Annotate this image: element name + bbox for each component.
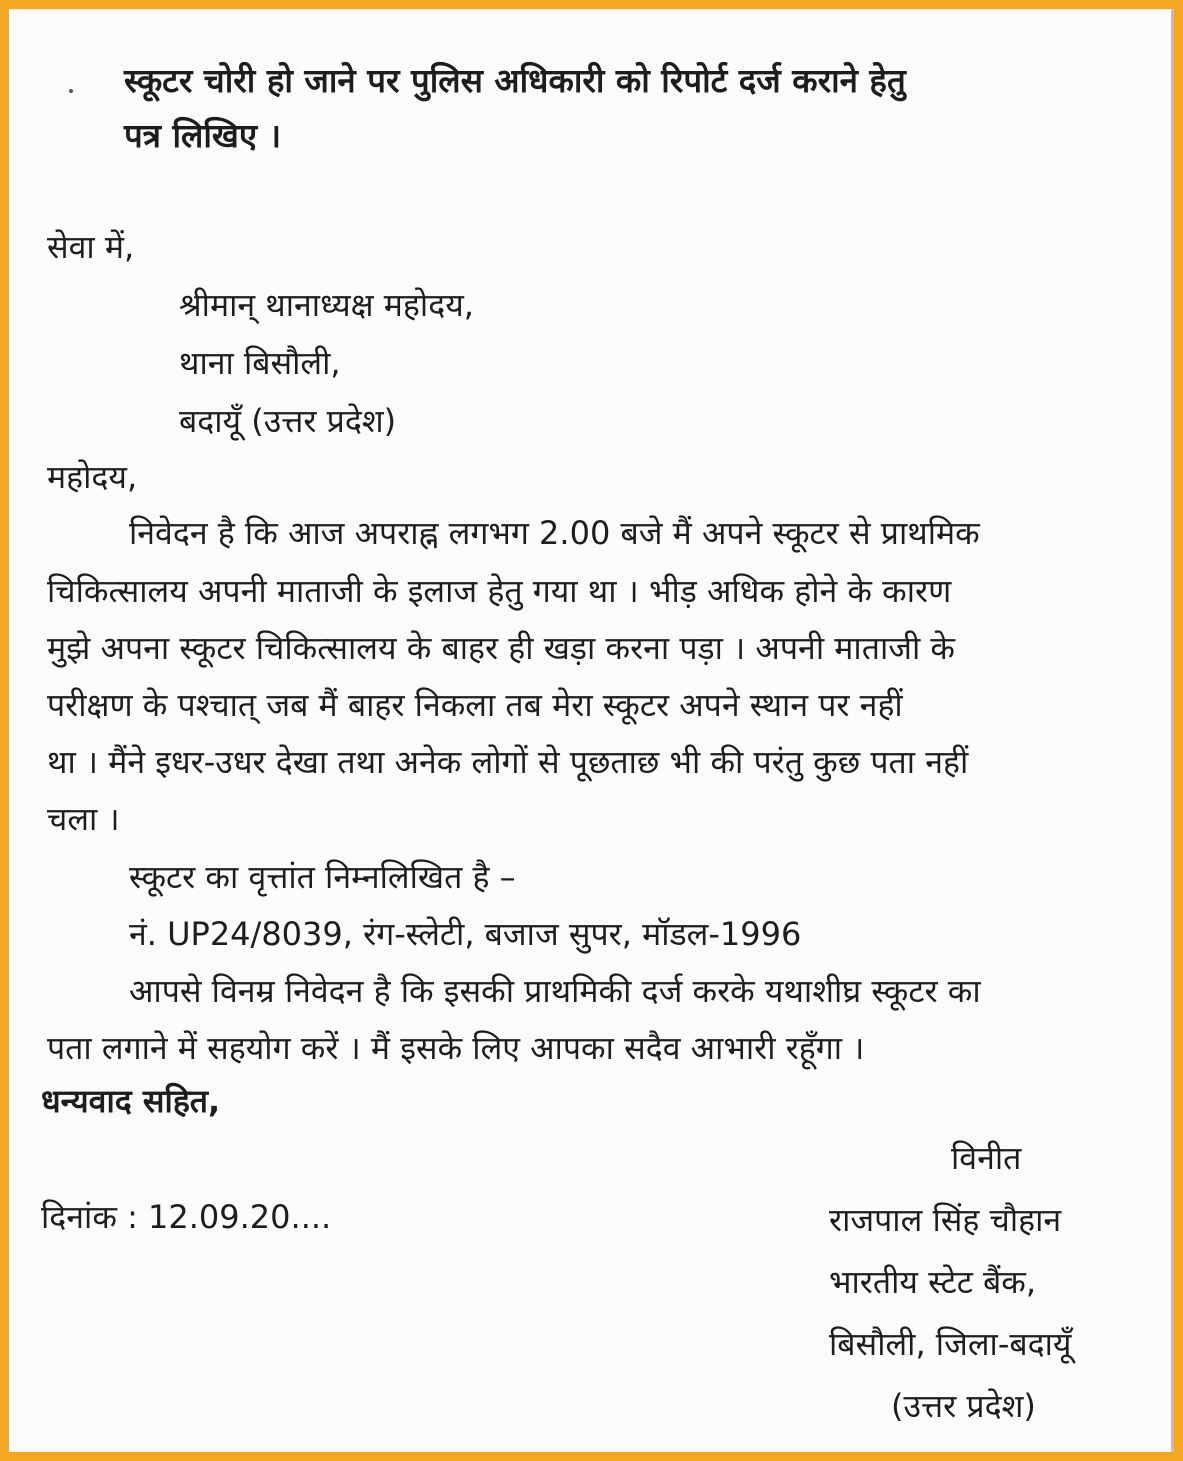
paragraph1-line-5: था । मैंने इधर-उधर देखा तथा अनेक लोगों से पूछताछ भी की परंतु कुछ पता नहीं [47,743,969,781]
paragraph1-line-3: मुझे अपना स्कूटर चिकित्सालय के बाहर ही खड़ा करना पड़ा । अपनी माताजी के [47,629,956,667]
title-line-1: स्कूटर चोरी हो जाने पर पुलिस अधिकारी को रिपोर्ट दर्ज कराने हेतु [124,61,906,100]
signature-name: राजपाल सिंह चौहान [829,1201,1062,1239]
signature-valediction: विनीत [951,1139,1022,1177]
greeting: महोदय, [47,458,138,496]
paragraph2-line-1: आपसे विनम्र निवेदन है कि इसकी प्राथमिकी दर्ज करके यथाशीघ्र स्कूटर का [129,972,981,1010]
salutation-to: सेवा में, [47,228,135,266]
paragraph1-line-6: चला । [47,800,120,838]
address-line-2: थाना बिसौली, [179,344,341,382]
paragraph1-line-4: परीक्षण के पश्चात् जब मैं बाहर निकला तब मेरा स्कूटर अपने स्थान पर नहीं [47,686,903,724]
signature-line-1: भारतीय स्टेट बैंक, [829,1263,1037,1301]
date: दिनांक : 12.09.20.... [41,1198,332,1236]
address-line-3: बदायूँ (उत्तर प्रदेश) [179,402,397,440]
paragraph1-line-1: निवेदन है कि आज अपराह्न लगभग 2.00 बजे मैं अपने स्कूटर से प्राथमिक [129,514,980,552]
paragraph2-line-2: पता लगाने में सहयोग करें । मैं इसके लिए आपका सदैव आभारी रहूँगा । [47,1029,865,1067]
signature-line-2: बिसौली, जिला-बदायूँ [829,1325,1072,1363]
address-line-1: श्रीमान् थानाध्यक्ष महोदय, [179,286,474,324]
details-info: नं. UP24/8039, रंग-स्लेटी, बजाज सुपर, मॉडल-1996 [129,915,802,953]
scan-speck [69,89,73,93]
title-line-2: पत्र लिखिए । [124,116,282,155]
signature-line-3: (उत्तर प्रदेश) [891,1387,1036,1425]
closing: धन्यवाद सहित, [41,1082,221,1120]
details-intro: स्कूटर का वृत्तांत निम्नलिखित है – [129,858,516,896]
paragraph1-line-2: चिकित्सालय अपनी माताजी के इलाज हेतु गया था । भीड़ अधिक होने के कारण [47,572,952,610]
